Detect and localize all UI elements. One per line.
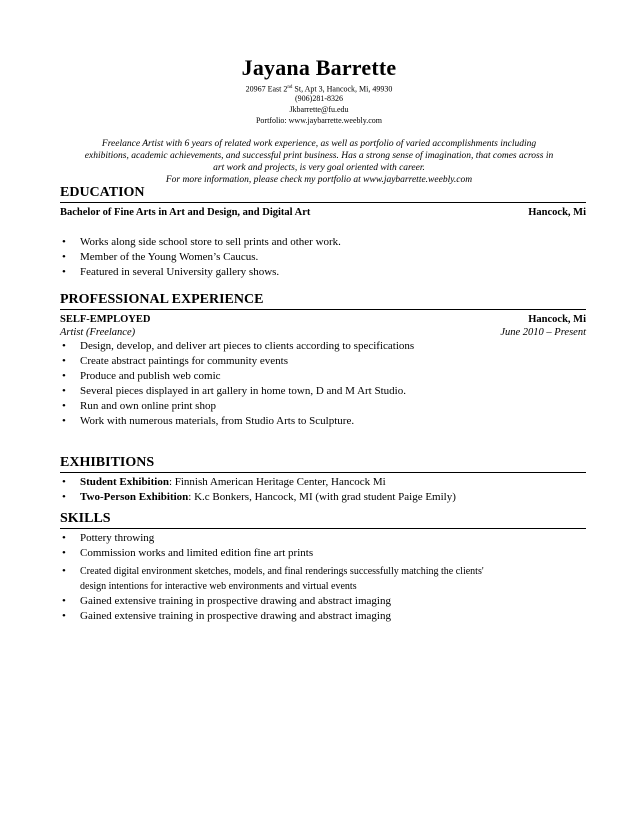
bullet-icon: • xyxy=(62,385,66,397)
bullet-icon: • xyxy=(62,491,66,503)
role-row xyxy=(60,326,586,339)
bullet-icon: • xyxy=(62,610,66,622)
list-item: • Commission works and limited edition fine art prints xyxy=(62,547,314,559)
list-item: • Featured in several University gallery shows. xyxy=(62,266,280,278)
list-item-continuation: design intentions for interactive web environments and virtual events xyxy=(80,581,357,592)
skills-list xyxy=(60,531,586,624)
employer-row xyxy=(60,313,586,326)
experience-bullets xyxy=(60,339,586,429)
list-item: • Several pieces displayed in art gallery in home town, D and M Art Studio. xyxy=(62,385,406,397)
list-item: • Works along side school store to sell prints and other work. xyxy=(62,236,341,248)
education-heading: EDUCATION xyxy=(60,185,586,203)
summary-line: exhibitions, academic achievements, and successful print business. Has a strong sense of imagination, that comes across in xyxy=(84,151,554,161)
degree-title: Bachelor of Fine Arts in Art and Design, and Digital Art xyxy=(60,207,311,218)
list-item: • Design, develop, and deliver art pieces to clients according to specifications xyxy=(62,340,415,352)
bullet-icon: • xyxy=(62,251,66,263)
bullet-icon: • xyxy=(62,415,66,427)
bullet-icon: • xyxy=(62,547,66,559)
employer-name: SELF-EMPLOYED xyxy=(60,314,151,325)
bullet-icon: • xyxy=(62,340,66,352)
list-item: • Work with numerous materials, from Studio Arts to Sculpture. xyxy=(62,415,355,427)
list-item: • Student Exhibition: Finnish American Heritage Center, Hancock Mi xyxy=(62,476,386,488)
role-dates: June 2010 – Present xyxy=(500,327,586,338)
list-item: • Two-Person Exhibition: K.c Bonkers, Hancock, MI (with grad student Paige Emily) xyxy=(62,491,456,503)
list-item: • Gained extensive training in prospective drawing and abstract imaging xyxy=(62,610,391,622)
bullet-icon: • xyxy=(62,565,66,577)
email-line: Jkbarrette@fu.edu xyxy=(289,105,349,114)
bullet-icon: • xyxy=(62,595,66,607)
role-title: Artist (Freelance) xyxy=(60,327,136,338)
applicant-name: Jayana Barrette xyxy=(241,55,397,80)
exhibitions-list xyxy=(60,475,586,505)
bullet-icon: • xyxy=(62,266,66,278)
summary-line: art work and projects, is very goal oriented with career. xyxy=(213,163,425,173)
bullet-icon: • xyxy=(62,370,66,382)
list-item: • Pottery throwing xyxy=(62,532,155,544)
education-degree-row xyxy=(60,206,586,219)
bullet-icon: • xyxy=(62,476,66,488)
list-item: • Gained extensive training in prospective drawing and abstract imaging xyxy=(62,595,391,607)
bullet-icon: • xyxy=(62,355,66,367)
education-bullets xyxy=(60,235,586,280)
phone-line: (906)281-8326 xyxy=(295,94,343,103)
list-item: • Create abstract paintings for community events xyxy=(62,355,289,367)
experience-heading: PROFESSIONAL EXPERIENCE xyxy=(60,292,586,310)
portfolio-line: Portfolio: www.jaybarrette.weebly.com xyxy=(255,116,383,125)
skills-heading: SKILLS xyxy=(60,511,586,529)
address-line: 20967 East 2nd St, Apt 3, Hancock, Mi, 49930 xyxy=(245,84,393,94)
bullet-icon: • xyxy=(62,400,66,412)
bullet-icon: • xyxy=(62,532,66,544)
employer-location: Hancock, Mi xyxy=(528,314,586,325)
summary-line: Freelance Artist with 6 years of related work experience, as well as portfolio of varied accomplishments including xyxy=(101,139,537,149)
list-item: • Run and own online print shop xyxy=(62,400,216,412)
exhibitions-heading: EXHIBITIONS xyxy=(60,455,586,473)
summary-line: For more information, please check my portfolio at www.jaybarrette.weebly.com xyxy=(165,175,473,185)
bullet-icon: • xyxy=(62,236,66,248)
summary-paragraph xyxy=(58,138,580,186)
list-item: • Member of the Young Women’s Caucus. xyxy=(62,251,259,263)
list-item: • Created digital environment sketches, models, and final renderings successfully matching the clients' xyxy=(62,565,484,577)
list-item: • Produce and publish web comic xyxy=(62,370,221,382)
education-location: Hancock, Mi xyxy=(528,207,586,218)
